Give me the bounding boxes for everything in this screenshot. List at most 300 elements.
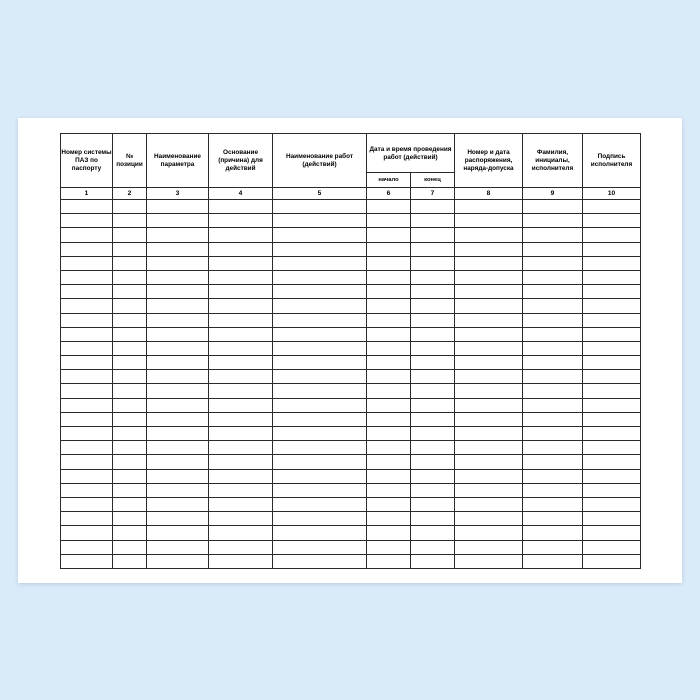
table-cell-empty[interactable] — [411, 200, 455, 214]
table-cell-empty[interactable] — [583, 384, 641, 398]
table-cell-empty[interactable] — [583, 554, 641, 568]
table-cell-empty[interactable] — [273, 313, 367, 327]
table-cell-empty[interactable] — [147, 469, 209, 483]
table-row[interactable] — [61, 384, 641, 398]
table-row[interactable] — [61, 270, 641, 284]
table-cell-empty[interactable] — [113, 299, 147, 313]
table-cell-empty[interactable] — [583, 228, 641, 242]
table-cell-empty[interactable] — [523, 384, 583, 398]
table-cell-empty[interactable] — [455, 256, 523, 270]
table-cell-empty[interactable] — [209, 270, 273, 284]
table-cell-empty[interactable] — [411, 242, 455, 256]
table-cell-empty[interactable] — [455, 200, 523, 214]
table-cell-empty[interactable] — [147, 200, 209, 214]
table-cell-empty[interactable] — [455, 242, 523, 256]
table-cell-empty[interactable] — [411, 384, 455, 398]
table-cell-empty[interactable] — [273, 214, 367, 228]
table-cell-empty[interactable] — [523, 370, 583, 384]
table-cell-empty[interactable] — [209, 341, 273, 355]
table-row[interactable] — [61, 427, 641, 441]
table-cell-empty[interactable] — [209, 469, 273, 483]
table-cell-empty[interactable] — [411, 341, 455, 355]
table-cell-empty[interactable] — [583, 285, 641, 299]
table-cell-empty[interactable] — [411, 497, 455, 511]
table-cell-empty[interactable] — [273, 228, 367, 242]
table-row[interactable] — [61, 455, 641, 469]
table-cell-empty[interactable] — [583, 256, 641, 270]
table-cell-empty[interactable] — [455, 483, 523, 497]
table-cell-empty[interactable] — [209, 327, 273, 341]
table-cell-empty[interactable] — [113, 412, 147, 426]
table-cell-empty[interactable] — [523, 327, 583, 341]
col-number-4: 4 — [209, 188, 273, 200]
table-cell-empty[interactable] — [455, 398, 523, 412]
table-cell-empty[interactable] — [61, 285, 113, 299]
table-cell-empty[interactable] — [113, 228, 147, 242]
table-cell-empty[interactable] — [455, 441, 523, 455]
table-cell-empty[interactable] — [523, 356, 583, 370]
table-cell-empty[interactable] — [411, 228, 455, 242]
table-cell-empty[interactable] — [367, 256, 411, 270]
table-cell-empty[interactable] — [113, 427, 147, 441]
table-cell-empty[interactable] — [273, 526, 367, 540]
table-cell-empty[interactable] — [367, 214, 411, 228]
table-cell-empty[interactable] — [147, 554, 209, 568]
table-cell-empty[interactable] — [583, 398, 641, 412]
table-cell-empty[interactable] — [455, 356, 523, 370]
table-cell-empty[interactable] — [523, 512, 583, 526]
table-cell-empty[interactable] — [61, 242, 113, 256]
table-cell-empty[interactable] — [455, 427, 523, 441]
table-cell-empty[interactable] — [147, 256, 209, 270]
table-cell-empty[interactable] — [367, 200, 411, 214]
table-cell-empty[interactable] — [209, 398, 273, 412]
table-row[interactable] — [61, 285, 641, 299]
table-cell-empty[interactable] — [113, 356, 147, 370]
table-cell-empty[interactable] — [113, 469, 147, 483]
table-cell-empty[interactable] — [367, 469, 411, 483]
table-row[interactable] — [61, 441, 641, 455]
table-cell-empty[interactable] — [583, 427, 641, 441]
table-cell-empty[interactable] — [411, 554, 455, 568]
table-cell-empty[interactable] — [367, 299, 411, 313]
table-cell-empty[interactable] — [209, 200, 273, 214]
table-row[interactable] — [61, 356, 641, 370]
table-cell-empty[interactable] — [455, 526, 523, 540]
table-cell-empty[interactable] — [209, 526, 273, 540]
table-cell-empty[interactable] — [61, 356, 113, 370]
table-row[interactable] — [61, 540, 641, 554]
table-header — [61, 134, 641, 200]
table-cell-empty[interactable] — [411, 256, 455, 270]
table-cell-empty[interactable] — [147, 299, 209, 313]
table-cell-empty[interactable] — [583, 200, 641, 214]
table-cell-empty[interactable] — [273, 512, 367, 526]
table-cell-empty[interactable] — [61, 270, 113, 284]
table-cell-empty[interactable] — [273, 341, 367, 355]
table-cell-empty[interactable] — [583, 356, 641, 370]
col-number-2: 2 — [113, 188, 147, 200]
table-cell-empty[interactable] — [113, 327, 147, 341]
table-cell-empty[interactable] — [367, 483, 411, 497]
table-row[interactable] — [61, 256, 641, 270]
table-row[interactable] — [61, 483, 641, 497]
table-cell-empty[interactable] — [523, 441, 583, 455]
table-cell-empty[interactable] — [61, 200, 113, 214]
table-cell-empty[interactable] — [209, 285, 273, 299]
table-cell-empty[interactable] — [583, 242, 641, 256]
table-cell-empty[interactable] — [61, 483, 113, 497]
table-cell-empty[interactable] — [273, 285, 367, 299]
table-cell-empty[interactable] — [209, 384, 273, 398]
table-cell-empty[interactable] — [147, 412, 209, 426]
table-cell-empty[interactable] — [367, 512, 411, 526]
table-cell-empty[interactable] — [411, 313, 455, 327]
table-cell-empty[interactable] — [273, 384, 367, 398]
table-cell-empty[interactable] — [61, 327, 113, 341]
table-cell-empty[interactable] — [61, 469, 113, 483]
table-row[interactable] — [61, 214, 641, 228]
table-cell-empty[interactable] — [367, 285, 411, 299]
table-cell-empty[interactable] — [367, 270, 411, 284]
table-cell-empty[interactable] — [209, 256, 273, 270]
table-cell-empty[interactable] — [113, 554, 147, 568]
table-cell-empty[interactable] — [411, 540, 455, 554]
table-cell-empty[interactable] — [61, 526, 113, 540]
table-cell-empty[interactable] — [273, 327, 367, 341]
table-cell-empty[interactable] — [455, 412, 523, 426]
table-cell-empty[interactable] — [113, 384, 147, 398]
table-cell-empty[interactable] — [583, 327, 641, 341]
table-cell-empty[interactable] — [113, 370, 147, 384]
table-cell-empty[interactable] — [455, 228, 523, 242]
table-cell-empty[interactable] — [113, 526, 147, 540]
col-number-1: 1 — [61, 188, 113, 200]
table-cell-empty[interactable] — [273, 427, 367, 441]
table-cell-empty[interactable] — [147, 370, 209, 384]
table-cell-empty[interactable] — [113, 341, 147, 355]
table-cell-empty[interactable] — [147, 512, 209, 526]
table-cell-empty[interactable] — [209, 370, 273, 384]
table-cell-empty[interactable] — [523, 256, 583, 270]
table-row[interactable] — [61, 512, 641, 526]
table-row[interactable] — [61, 526, 641, 540]
table-cell-empty[interactable] — [523, 270, 583, 284]
table-cell-empty[interactable] — [583, 441, 641, 455]
table-cell-empty[interactable] — [61, 540, 113, 554]
table-row[interactable] — [61, 412, 641, 426]
table-row[interactable] — [61, 554, 641, 568]
table-cell-empty[interactable] — [583, 299, 641, 313]
table-cell-empty[interactable] — [147, 356, 209, 370]
table-cell-empty[interactable] — [147, 384, 209, 398]
table-cell-empty[interactable] — [147, 497, 209, 511]
table-cell-empty[interactable] — [209, 242, 273, 256]
table-cell-empty[interactable] — [367, 526, 411, 540]
table-cell-empty[interactable] — [455, 384, 523, 398]
table-cell-empty[interactable] — [367, 341, 411, 355]
table-cell-empty[interactable] — [113, 256, 147, 270]
table-cell-empty[interactable] — [523, 483, 583, 497]
table-row[interactable] — [61, 200, 641, 214]
table-cell-empty[interactable] — [147, 427, 209, 441]
col-number-7: 7 — [411, 188, 455, 200]
table-cell-empty[interactable] — [113, 441, 147, 455]
table-cell-empty[interactable] — [147, 398, 209, 412]
table-cell-empty[interactable] — [583, 469, 641, 483]
table-cell-empty[interactable] — [367, 370, 411, 384]
header-date-time-group — [367, 134, 455, 173]
table-cell-empty[interactable] — [61, 412, 113, 426]
table-cell-empty[interactable] — [523, 341, 583, 355]
header-reason: Основание (причина) для действий — [209, 134, 273, 188]
table-cell-empty[interactable] — [455, 313, 523, 327]
table-cell-empty[interactable] — [367, 384, 411, 398]
table-cell-empty[interactable] — [209, 512, 273, 526]
table-cell-empty[interactable] — [455, 554, 523, 568]
table-row[interactable] — [61, 313, 641, 327]
table-row[interactable] — [61, 497, 641, 511]
table-row[interactable] — [61, 398, 641, 412]
table-cell-empty[interactable] — [583, 412, 641, 426]
table-cell-empty[interactable] — [113, 270, 147, 284]
table-cell-empty[interactable] — [113, 285, 147, 299]
table-cell-empty[interactable] — [61, 497, 113, 511]
table-cell-empty[interactable] — [273, 441, 367, 455]
table-cell-empty[interactable] — [273, 455, 367, 469]
table-cell-empty[interactable] — [411, 441, 455, 455]
table-cell-empty[interactable] — [411, 327, 455, 341]
table-cell-empty[interactable] — [209, 483, 273, 497]
table-cell-empty[interactable] — [523, 285, 583, 299]
table-cell-empty[interactable] — [523, 469, 583, 483]
table-cell-empty[interactable] — [273, 469, 367, 483]
table-cell-empty[interactable] — [523, 540, 583, 554]
table-cell-empty[interactable] — [147, 441, 209, 455]
table-cell-empty[interactable] — [523, 242, 583, 256]
table-cell-empty[interactable] — [209, 554, 273, 568]
col-number-6: 6 — [367, 188, 411, 200]
table-row[interactable] — [61, 299, 641, 313]
table-cell-empty[interactable] — [61, 441, 113, 455]
table-cell-empty[interactable] — [583, 526, 641, 540]
table-cell-empty[interactable] — [411, 214, 455, 228]
table-cell-empty[interactable] — [583, 497, 641, 511]
table-cell-empty[interactable] — [273, 299, 367, 313]
table-cell-empty[interactable] — [455, 341, 523, 355]
table-cell-empty[interactable] — [367, 554, 411, 568]
table-cell-empty[interactable] — [273, 540, 367, 554]
table-cell-empty[interactable] — [209, 441, 273, 455]
table-cell-empty[interactable] — [147, 526, 209, 540]
table-cell-empty[interactable] — [411, 526, 455, 540]
table-cell-empty[interactable] — [273, 370, 367, 384]
table-cell-empty[interactable] — [583, 455, 641, 469]
table-cell-empty[interactable] — [209, 299, 273, 313]
table-cell-empty[interactable] — [411, 299, 455, 313]
table-cell-empty[interactable] — [367, 313, 411, 327]
table-cell-empty[interactable] — [523, 427, 583, 441]
table-cell-empty[interactable] — [367, 540, 411, 554]
table-cell-empty[interactable] — [147, 313, 209, 327]
table-cell-empty[interactable] — [147, 285, 209, 299]
table-cell-empty[interactable] — [411, 455, 455, 469]
table-cell-empty[interactable] — [455, 455, 523, 469]
table-cell-empty[interactable] — [209, 214, 273, 228]
table-cell-empty[interactable] — [61, 256, 113, 270]
table-cell-empty[interactable] — [411, 285, 455, 299]
table-cell-empty[interactable] — [455, 370, 523, 384]
table-cell-empty[interactable] — [583, 483, 641, 497]
table-cell-empty[interactable] — [455, 512, 523, 526]
table-cell-empty[interactable] — [113, 455, 147, 469]
table-cell-empty[interactable] — [411, 270, 455, 284]
table-row[interactable] — [61, 327, 641, 341]
table-cell-empty[interactable] — [273, 356, 367, 370]
table-cell-empty[interactable] — [61, 384, 113, 398]
table-cell-empty[interactable] — [209, 540, 273, 554]
table-cell-empty[interactable] — [209, 497, 273, 511]
table-cell-empty[interactable] — [209, 228, 273, 242]
table-cell-empty[interactable] — [61, 554, 113, 568]
table-cell-empty[interactable] — [455, 285, 523, 299]
table-cell-empty[interactable] — [411, 356, 455, 370]
table-cell-empty[interactable] — [583, 270, 641, 284]
table-cell-empty[interactable] — [411, 398, 455, 412]
table-cell-empty[interactable] — [411, 469, 455, 483]
table-cell-empty[interactable] — [113, 398, 147, 412]
table-cell-empty[interactable] — [61, 299, 113, 313]
table-cell-empty[interactable] — [61, 398, 113, 412]
table-cell-empty[interactable] — [367, 398, 411, 412]
table-cell-empty[interactable] — [113, 540, 147, 554]
table-cell-empty[interactable] — [147, 483, 209, 497]
table-cell-empty[interactable] — [273, 256, 367, 270]
header-date-time-group-label: Дата и время проведения работ (действий) — [369, 145, 452, 161]
table-row[interactable] — [61, 242, 641, 256]
table-cell-empty[interactable] — [273, 398, 367, 412]
table-cell-empty[interactable] — [523, 398, 583, 412]
table-cell-empty[interactable] — [583, 512, 641, 526]
table-cell-empty[interactable] — [209, 427, 273, 441]
table-cell-empty[interactable] — [583, 313, 641, 327]
table-cell-empty[interactable] — [455, 270, 523, 284]
table-cell-empty[interactable] — [147, 341, 209, 355]
header-end: конец — [411, 173, 455, 188]
table-cell-empty[interactable] — [273, 554, 367, 568]
table-cell-empty[interactable] — [147, 455, 209, 469]
table-cell-empty[interactable] — [61, 455, 113, 469]
table-row[interactable] — [61, 341, 641, 355]
table-cell-empty[interactable] — [523, 228, 583, 242]
table-cell-empty[interactable] — [411, 483, 455, 497]
table-cell-empty[interactable] — [455, 299, 523, 313]
header-order-number-date: Номер и дата распоряжения, наряда-допуска — [455, 134, 523, 188]
table-row[interactable] — [61, 228, 641, 242]
table-cell-empty[interactable] — [367, 242, 411, 256]
table-cell-empty[interactable] — [367, 228, 411, 242]
table-cell-empty[interactable] — [455, 469, 523, 483]
table-cell-empty[interactable] — [61, 341, 113, 355]
table-cell-empty[interactable] — [523, 299, 583, 313]
table-cell-empty[interactable] — [523, 200, 583, 214]
table-cell-empty[interactable] — [583, 214, 641, 228]
table-cell-empty[interactable] — [61, 512, 113, 526]
table-cell-empty[interactable] — [147, 270, 209, 284]
table-cell-empty[interactable] — [209, 412, 273, 426]
table-cell-empty[interactable] — [147, 214, 209, 228]
table-cell-empty[interactable] — [273, 497, 367, 511]
table-cell-empty[interactable] — [411, 512, 455, 526]
table-cell-empty[interactable] — [411, 427, 455, 441]
table-cell-empty[interactable] — [61, 427, 113, 441]
table-cell-empty[interactable] — [583, 370, 641, 384]
table-cell-empty[interactable] — [411, 412, 455, 426]
table-cell-empty[interactable] — [273, 242, 367, 256]
table-cell-empty[interactable] — [455, 327, 523, 341]
table-cell-empty[interactable] — [367, 356, 411, 370]
table-cell-empty[interactable] — [523, 497, 583, 511]
table-cell-empty[interactable] — [455, 214, 523, 228]
table-cell-empty[interactable] — [583, 341, 641, 355]
table-cell-empty[interactable] — [113, 497, 147, 511]
table-cell-empty[interactable] — [273, 483, 367, 497]
table-cell-empty[interactable] — [147, 228, 209, 242]
table-cell-empty[interactable] — [113, 200, 147, 214]
table-cell-empty[interactable] — [523, 455, 583, 469]
table-cell-empty[interactable] — [113, 483, 147, 497]
table-cell-empty[interactable] — [455, 497, 523, 511]
table-cell-empty[interactable] — [367, 455, 411, 469]
table-cell-empty[interactable] — [367, 327, 411, 341]
col-number-8: 8 — [455, 188, 523, 200]
table-cell-empty[interactable] — [411, 370, 455, 384]
table-cell-empty[interactable] — [367, 441, 411, 455]
header-row-main — [61, 134, 641, 173]
table-cell-empty[interactable] — [523, 412, 583, 426]
table-cell-empty[interactable] — [523, 554, 583, 568]
table-cell-empty[interactable] — [273, 270, 367, 284]
table-cell-empty[interactable] — [367, 412, 411, 426]
table-cell-empty[interactable] — [61, 214, 113, 228]
table-cell-empty[interactable] — [367, 427, 411, 441]
table-cell-empty[interactable] — [147, 327, 209, 341]
table-cell-empty[interactable] — [273, 412, 367, 426]
table-cell-empty[interactable] — [523, 214, 583, 228]
table-row[interactable] — [61, 469, 641, 483]
table-cell-empty[interactable] — [61, 313, 113, 327]
table-cell-empty[interactable] — [455, 540, 523, 554]
table-cell-empty[interactable] — [209, 455, 273, 469]
table-cell-empty[interactable] — [113, 313, 147, 327]
table-cell-empty[interactable] — [367, 497, 411, 511]
table-cell-empty[interactable] — [583, 540, 641, 554]
table-cell-empty[interactable] — [209, 356, 273, 370]
table-cell-empty[interactable] — [523, 526, 583, 540]
table-cell-empty[interactable] — [273, 200, 367, 214]
table-cell-empty[interactable] — [147, 540, 209, 554]
table-cell-empty[interactable] — [523, 313, 583, 327]
table-row[interactable] — [61, 370, 641, 384]
table-cell-empty[interactable] — [209, 313, 273, 327]
table-cell-empty[interactable] — [113, 214, 147, 228]
table-cell-empty[interactable] — [113, 242, 147, 256]
table-cell-empty[interactable] — [113, 512, 147, 526]
table-cell-empty[interactable] — [147, 242, 209, 256]
table-cell-empty[interactable] — [61, 228, 113, 242]
col-number-3: 3 — [147, 188, 209, 200]
table-cell-empty[interactable] — [61, 370, 113, 384]
